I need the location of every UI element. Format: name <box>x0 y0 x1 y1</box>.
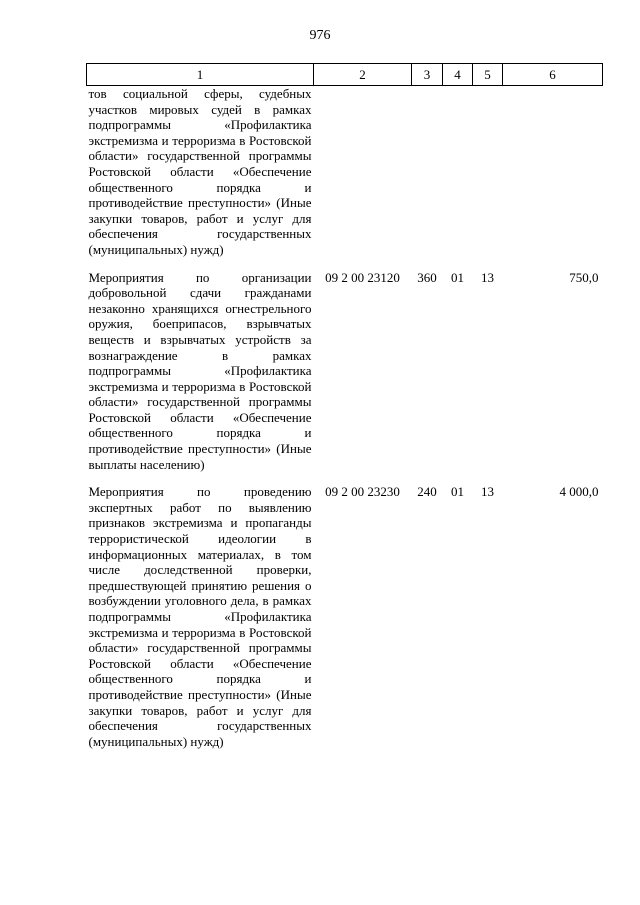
row-target-code <box>314 86 412 262</box>
row-amount <box>503 86 603 262</box>
row-target-code: 09 2 00 23120 <box>325 269 400 285</box>
row-section: 01 <box>451 484 464 500</box>
header-col-3: 3 <box>412 64 443 86</box>
row-amount: 750,0 <box>569 269 599 285</box>
header-col-2: 2 <box>314 64 412 86</box>
row-subsection: 13 <box>481 269 494 285</box>
row-description: тов социальной сферы, судебных участков мировых судей в рамках подпрограммы «Профилактика экстремизма и терроризма в Ростовской области» государственной программы Ростовской области «Обеспечение общественного порядка и противодействие преступности» (Иные закупки товаров, работ и услуг для обеспечения государственных (муниципальных) нужд) <box>88 86 312 257</box>
header-col-6: 6 <box>503 64 603 86</box>
budget-table <box>86 63 603 753</box>
row-subsection <box>473 86 503 262</box>
table-header <box>87 64 603 86</box>
table-body <box>87 86 603 754</box>
header-col-4: 4 <box>443 64 473 86</box>
row-description: Мероприятия по организации добровольной сдачи гражданами незаконно хранящихся огнестрельного оружия, боеприпасов, взрывчатых веществ и взрывчатых устройств за вознаграждение в рамках подпрограммы «Профилактика экстремизма и терроризма в Ростовской области» государственной программы Ростовской области «Обеспечение общественного порядка и противодействие преступности» (Иные выплаты населению) <box>88 269 312 472</box>
row-amount: 4 000,0 <box>559 484 599 500</box>
header-col-1: 1 <box>87 64 314 86</box>
row-expense-type: 360 <box>417 269 437 285</box>
table-row <box>87 86 603 262</box>
table-row <box>87 476 603 753</box>
row-target-code: 09 2 00 23230 <box>325 484 400 500</box>
row-expense-type: 240 <box>417 484 437 500</box>
row-section: 01 <box>451 269 464 285</box>
header-row <box>87 64 603 86</box>
row-subsection: 13 <box>481 484 494 500</box>
header-col-5: 5 <box>473 64 503 86</box>
row-description: Мероприятия по проведению экспертных работ по выявлению признаков экстремизма и пропаганды террористической идеологии в информационных материалах, в том числе доследственной проверки, предшествующей принятию решения о возбуждении уголовного дела, в рамках подпрограммы «Профилактика экстремизма и терроризма в Ростовской области» государственной программы Ростовской области «Обеспечение общественного порядка и противодействие преступности» (Иные закупки товаров, работ и услуг для обеспечения государственных (муниципальных) нужд) <box>88 484 312 749</box>
page-number: 976 <box>309 28 331 43</box>
row-section <box>443 86 473 262</box>
table-row <box>87 262 603 477</box>
row-expense-type <box>412 86 443 262</box>
